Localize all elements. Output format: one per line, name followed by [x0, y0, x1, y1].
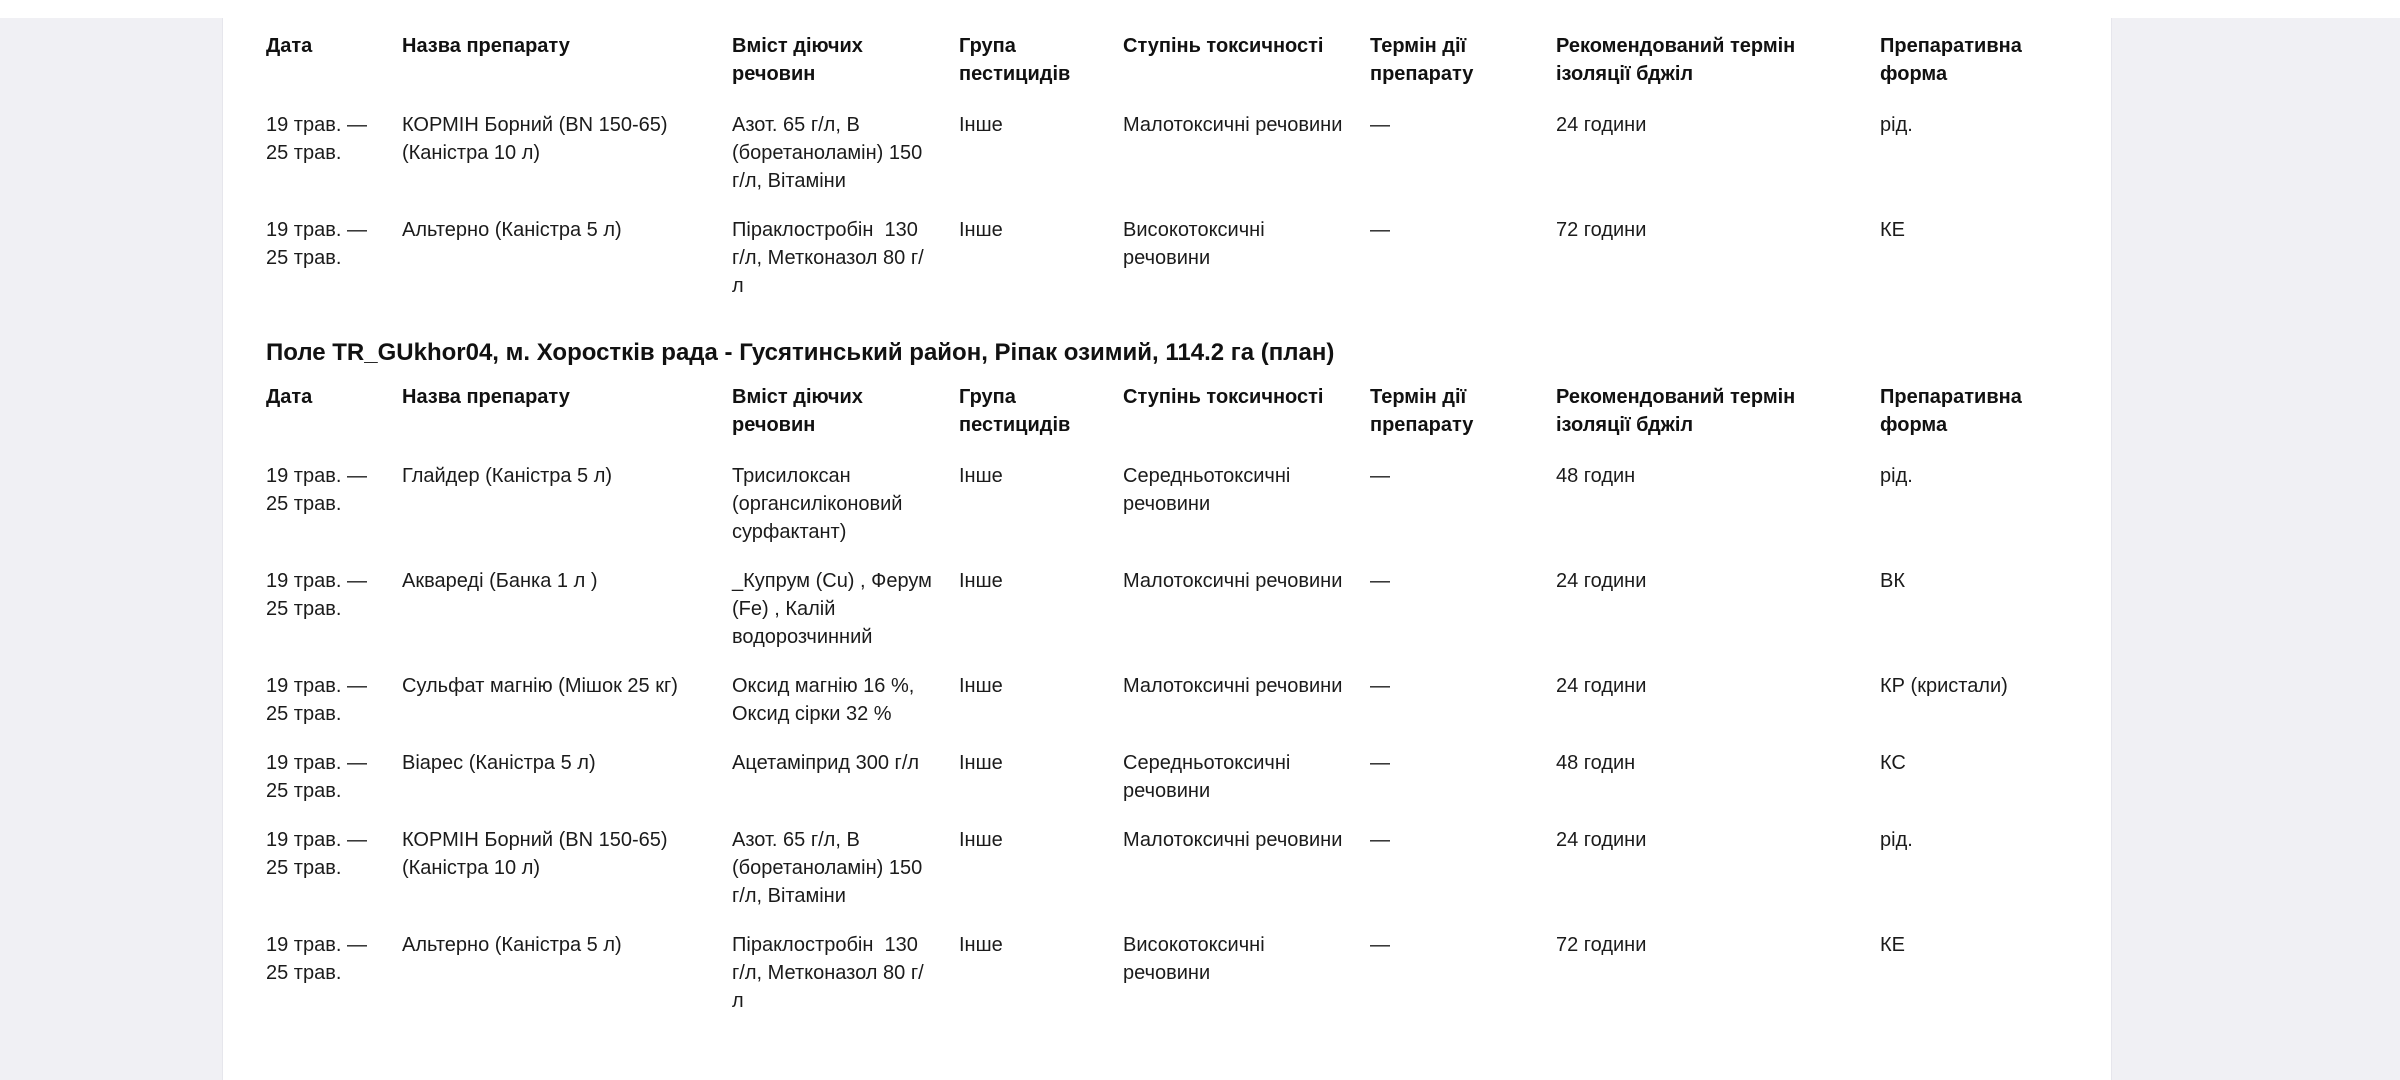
- cell-action-term: —: [1370, 829, 1390, 851]
- cell-pesticide-group: Інше: [959, 829, 1003, 851]
- cell-form: КЕ: [1880, 934, 1905, 956]
- cell-active-substances: Піраклостробін 130 г/л, Метконазол 80 г/л: [732, 934, 924, 1012]
- column-header-form: Препаративна форма: [1880, 386, 2028, 436]
- column-header-toxicity: Ступінь токсичності: [1123, 35, 1324, 57]
- column-header-bee-isolation: Рекомендований термін ізоляції бджіл: [1556, 386, 1801, 436]
- cell-date: 19 трав. — 25 трав.: [266, 570, 373, 620]
- cell-form: рід.: [1880, 465, 1913, 487]
- table-row: [266, 567, 2060, 672]
- cell-toxicity: Високотоксичні речовини: [1123, 219, 1271, 269]
- column-header-form: Препаративна форма: [1880, 35, 2028, 85]
- cell-pesticide-group: Інше: [959, 114, 1003, 136]
- cell-toxicity: Малотоксичні речовини: [1123, 570, 1343, 592]
- report-section: [266, 32, 2111, 321]
- table-header-row: [266, 32, 2060, 111]
- column-header-action-term: Термін дії препарату: [1370, 35, 1474, 85]
- cell-active-substances: Ацетаміприд 300 г/л: [732, 752, 920, 774]
- cell-bee-isolation: 72 години: [1556, 934, 1647, 956]
- cell-action-term: —: [1370, 219, 1390, 241]
- table-row: [266, 111, 2060, 216]
- cell-action-term: —: [1370, 934, 1390, 956]
- cell-date: 19 трав. — 25 трав.: [266, 465, 373, 515]
- table-header-row: [266, 383, 2060, 462]
- cell-pesticide-group: Інше: [959, 219, 1003, 241]
- cell-action-term: —: [1370, 752, 1390, 774]
- cell-toxicity: Середньотоксичні речовини: [1123, 752, 1296, 802]
- cell-pesticide-group: Інше: [959, 570, 1003, 592]
- cell-pesticide-group: Інше: [959, 752, 1003, 774]
- column-header-active-substances: Вміст діючих речовин: [732, 35, 869, 85]
- cell-bee-isolation: 24 години: [1556, 829, 1647, 851]
- cell-date: 19 трав. — 25 трав.: [266, 219, 373, 269]
- cell-product-name: Сульфат магнію (Мішок 25 кг): [402, 675, 678, 697]
- cell-date: 19 трав. — 25 трав.: [266, 114, 373, 164]
- cell-active-substances: Трисилоксан (органсиліконовий сурфактант): [732, 465, 909, 543]
- cell-action-term: —: [1370, 570, 1390, 592]
- column-header-action-term: Термін дії препарату: [1370, 386, 1474, 436]
- cell-date: 19 трав. — 25 трав.: [266, 829, 373, 879]
- table-row: [266, 826, 2060, 931]
- cell-toxicity: Високотоксичні речовини: [1123, 934, 1271, 984]
- cell-bee-isolation: 24 години: [1556, 570, 1647, 592]
- cell-pesticide-group: Інше: [959, 934, 1003, 956]
- table-row: [266, 749, 2060, 826]
- cell-form: КЕ: [1880, 219, 1905, 241]
- table-row: [266, 672, 2060, 749]
- cell-product-name: Віарес (Каністра 5 л): [402, 752, 596, 774]
- cell-product-name: КОРМІН Борний (BN 150-65) (Каністра 10 л): [402, 114, 674, 164]
- table-row: [266, 216, 2060, 321]
- cell-pesticide-group: Інше: [959, 675, 1003, 697]
- cell-toxicity: Малотоксичні речовини: [1123, 675, 1343, 697]
- column-header-date: Дата: [266, 35, 313, 57]
- pesticide-table: [266, 383, 2060, 1036]
- cell-date: 19 трав. — 25 трав.: [266, 934, 373, 984]
- cell-form: КР (кристали): [1880, 675, 2008, 697]
- cell-action-term: —: [1370, 465, 1390, 487]
- column-header-pesticide-group: Група пестицидів: [959, 35, 1071, 85]
- cell-form: КС: [1880, 752, 1906, 774]
- cell-product-name: Альтерно (Каністра 5 л): [402, 219, 622, 241]
- column-header-toxicity: Ступінь токсичності: [1123, 386, 1324, 408]
- cell-active-substances: Азот. 65 г/л, В (боретаноламін) 150 г/л, Вітаміни: [732, 829, 928, 907]
- cell-active-substances: Піраклостробін 130 г/л, Метконазол 80 г/л: [732, 219, 924, 297]
- table-body: [266, 462, 2060, 1036]
- cell-bee-isolation: 24 години: [1556, 114, 1647, 136]
- report-panel: [222, 18, 2112, 1080]
- cell-form: ВК: [1880, 570, 1905, 592]
- cell-product-name: Глайдер (Каністра 5 л): [402, 465, 613, 487]
- column-header-date: Дата: [266, 386, 313, 408]
- column-header-active-substances: Вміст діючих речовин: [732, 386, 869, 436]
- table-body: [266, 111, 2060, 321]
- cell-active-substances: _Купрум (Cu) , Ферум (Fe) , Калій водорозчинний: [732, 570, 938, 648]
- column-header-product-name: Назва препарату: [402, 35, 570, 57]
- cell-date: 19 трав. — 25 трав.: [266, 675, 373, 725]
- cell-date: 19 трав. — 25 трав.: [266, 752, 373, 802]
- cell-form: рід.: [1880, 829, 1913, 851]
- pesticide-table: [266, 32, 2060, 321]
- cell-toxicity: Малотоксичні речовини: [1123, 114, 1343, 136]
- cell-bee-isolation: 48 годин: [1556, 752, 1636, 774]
- cell-pesticide-group: Інше: [959, 465, 1003, 487]
- table-header-row-container: [266, 32, 2060, 111]
- cell-product-name: КОРМІН Борний (BN 150-65) (Каністра 10 л): [402, 829, 674, 879]
- table-row: [266, 931, 2060, 1036]
- cell-bee-isolation: 72 години: [1556, 219, 1647, 241]
- cell-product-name: Альтерно (Каністра 5 л): [402, 934, 622, 956]
- cell-product-name: Аквареді (Банка 1 л ): [402, 570, 598, 592]
- cell-active-substances: Оксид магнію 16 %, Оксид сірки 32 %: [732, 675, 920, 725]
- table-header-row-container: [266, 383, 2060, 462]
- column-header-product-name: Назва препарату: [402, 386, 570, 408]
- report-section: [266, 337, 2111, 1036]
- cell-form: рід.: [1880, 114, 1913, 136]
- cell-toxicity: Малотоксичні речовини: [1123, 829, 1343, 851]
- column-header-bee-isolation: Рекомендований термін ізоляції бджіл: [1556, 35, 1801, 85]
- cell-toxicity: Середньотоксичні речовини: [1123, 465, 1296, 515]
- table-row: [266, 462, 2060, 567]
- content: [223, 18, 2111, 1036]
- column-header-pesticide-group: Група пестицидів: [959, 386, 1071, 436]
- cell-action-term: —: [1370, 114, 1390, 136]
- top-white-strip: [0, 0, 2400, 18]
- cell-action-term: —: [1370, 675, 1390, 697]
- cell-bee-isolation: 48 годин: [1556, 465, 1636, 487]
- section-title: Поле TR_GUkhor04, м. Хоростків рада - Гусятинський район, Ріпак озимий, 114.2 га (план): [266, 339, 1335, 366]
- cell-bee-isolation: 24 години: [1556, 675, 1647, 697]
- cell-active-substances: Азот. 65 г/л, В (боретаноламін) 150 г/л, Вітаміни: [732, 114, 928, 192]
